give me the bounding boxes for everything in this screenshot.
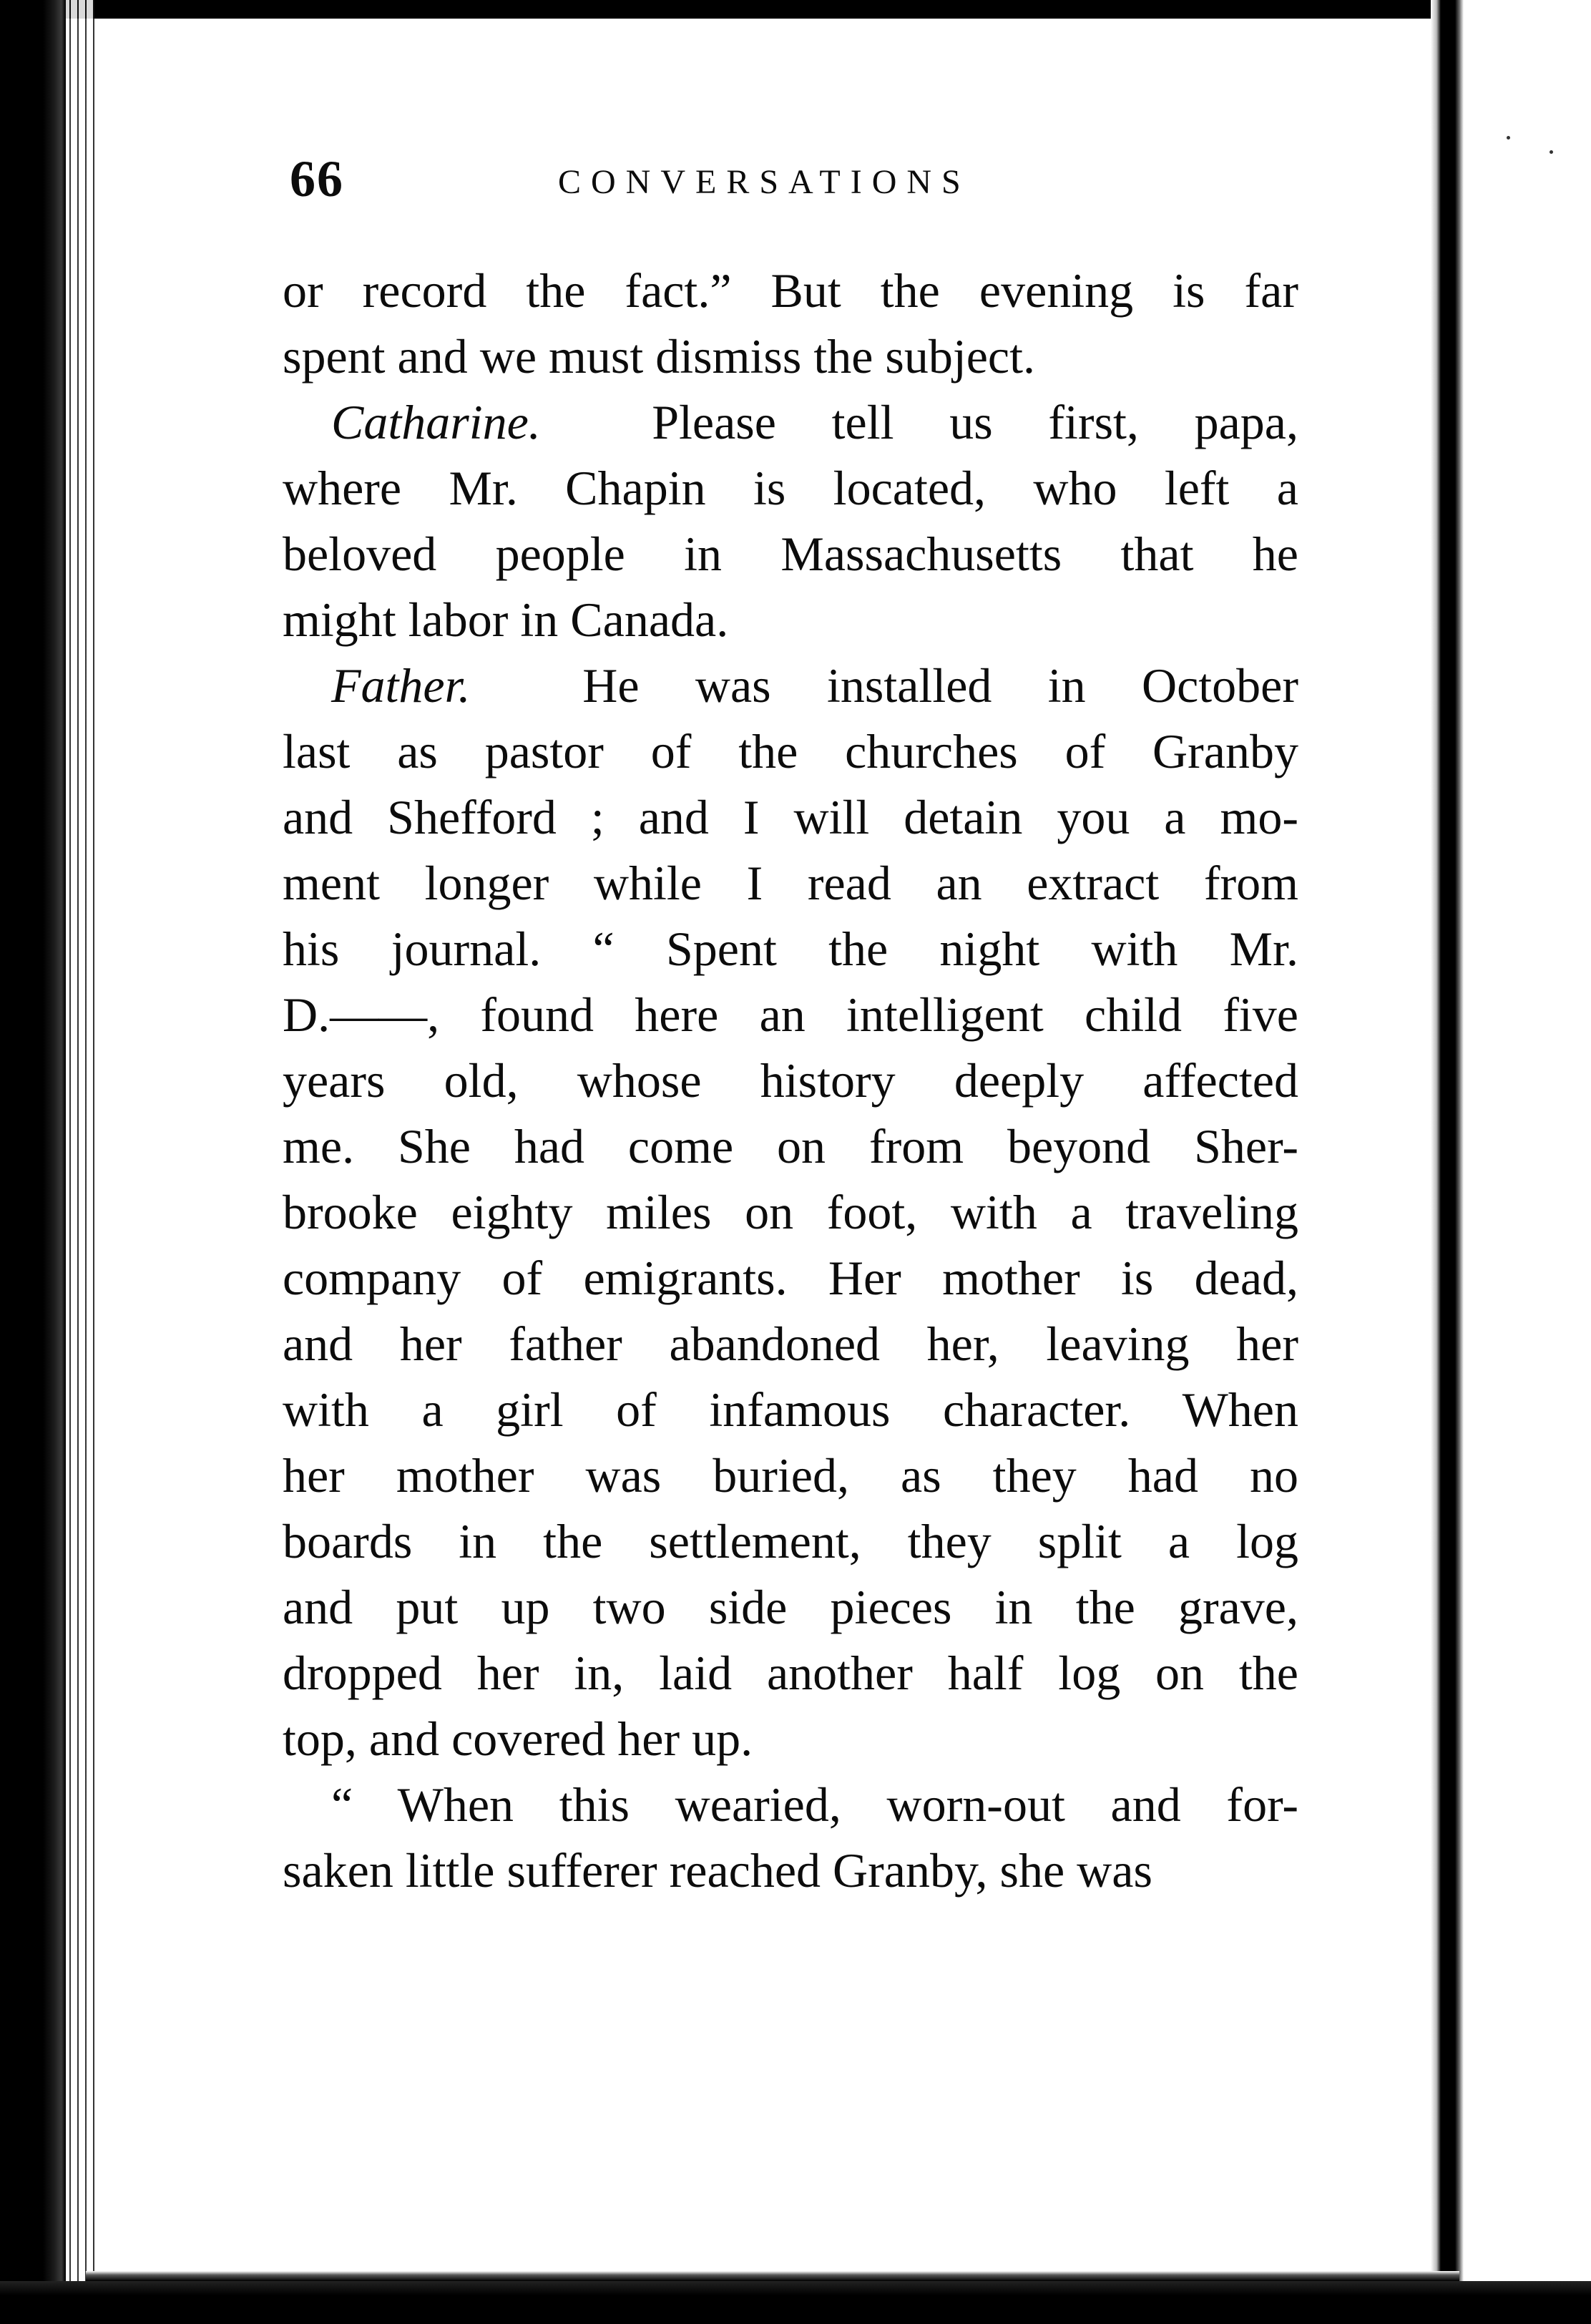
- text-line: where Mr. Chapin is located, who left a: [283, 461, 1298, 515]
- text-line: his journal. “ Spent the night with Mr.: [283, 922, 1298, 976]
- running-title: CONVERSATIONS: [558, 163, 971, 201]
- text-line: [283, 653, 1298, 718]
- text-line: saken little sufferer reached Granby, she was: [283, 1843, 1152, 1898]
- speck: [1507, 136, 1510, 140]
- text-line: D.——, found here an intelligent child five: [283, 987, 1298, 1042]
- text-line: might labor in Canada.: [283, 592, 729, 647]
- speech-text: He was installed in October: [582, 658, 1298, 713]
- running-head: [283, 143, 1298, 222]
- text-line: and her father abandoned her, leaving her: [283, 1317, 1298, 1371]
- text-line: years old, whose history deeply affected: [283, 1053, 1298, 1108]
- text-line: and Shefford ; and I will detain you a mo-: [283, 790, 1298, 844]
- text-line: and put up two side pieces in the grave,: [283, 1580, 1298, 1634]
- speck: [1550, 150, 1553, 154]
- text-line: [283, 1772, 1298, 1837]
- text-line: her mother was buried, as they had no: [283, 1448, 1298, 1503]
- facing-page-strip: [1464, 0, 1591, 2324]
- text-line: top, and covered her up.: [283, 1712, 753, 1766]
- text-line: or record the fact.” But the evening is far: [283, 263, 1298, 318]
- scan-top-edge: [0, 0, 1591, 19]
- scan-bottom-edge: [0, 2281, 1591, 2324]
- text-line: spent and we must dismiss the subject.: [283, 329, 1036, 384]
- text-line: with a girl of infamous character. When: [283, 1382, 1298, 1437]
- text-line: brooke eighty miles on foot, with a traveling: [283, 1185, 1298, 1239]
- speaker-name: Catharine.: [331, 395, 541, 449]
- text-line: last as pastor of the churches of Granby: [283, 724, 1298, 778]
- book-binding-edge: [0, 0, 66, 2324]
- page-number: 66: [290, 150, 344, 208]
- page-content: [283, 143, 1298, 1903]
- page-stack-edge: [66, 0, 94, 2324]
- body-text: [283, 258, 1298, 1903]
- text-line: boards in the settlement, they split a log: [283, 1514, 1298, 1568]
- speech-text: Please tell us first, papa,: [652, 395, 1298, 449]
- speaker-name: Father.: [331, 658, 471, 713]
- text-line: ment longer while I read an extract from: [283, 856, 1298, 910]
- text-line: dropped her in, laid another half log on the: [283, 1646, 1298, 1700]
- text-line: me. She had come on from beyond Sher-: [283, 1119, 1298, 1173]
- text-line: beloved people in Massachusetts that he: [283, 527, 1298, 581]
- text-line: company of emigrants. Her mother is dead,: [283, 1251, 1298, 1305]
- page-gutter: [1431, 0, 1464, 2324]
- speech-text: “ When this wearied, worn-out and for-: [331, 1777, 1298, 1832]
- text-line: [283, 389, 1298, 455]
- page-bottom-edge: [86, 2271, 1459, 2281]
